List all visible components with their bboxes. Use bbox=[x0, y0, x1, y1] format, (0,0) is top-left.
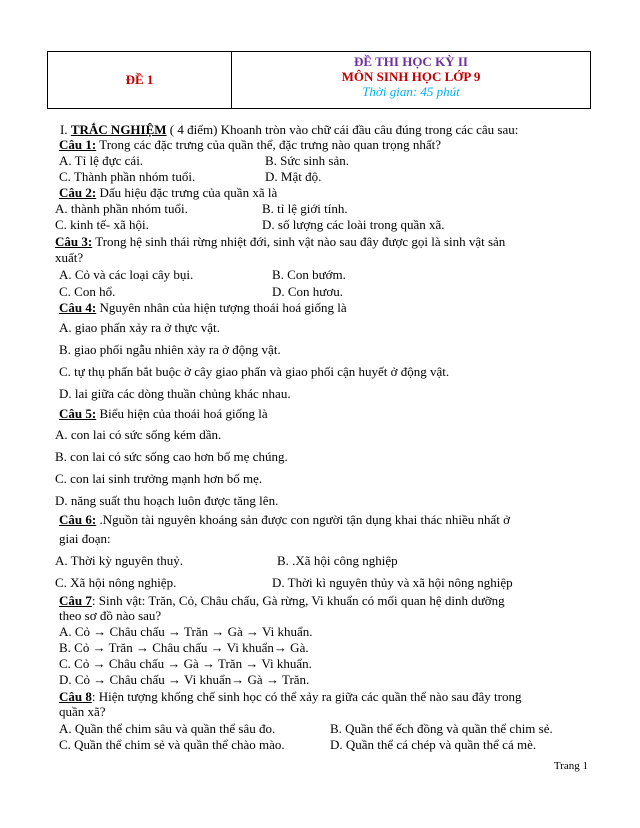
question-3: Câu 3: Trong hệ sinh thái rừng nhiệt đới, sinh vật nào sau đây được gọi là sinh vật sản bbox=[55, 234, 506, 249]
q4-option-c: C. tự thụ phấn bắt buộc ở cây giao phấn và giao phối cận huyết ở động vật. bbox=[59, 364, 450, 379]
q2-option-c: C. kinh tế- xã hội. bbox=[55, 217, 149, 232]
q7-option-d: D. Cỏ → Châu chấu → Vi khuẩn→ Gà → Trăn. bbox=[59, 672, 310, 687]
question-4: Câu 4: Nguyên nhân của hiện tượng thoái hoá giống là bbox=[59, 300, 347, 315]
question-8-cont: quần xã? bbox=[59, 704, 106, 719]
q6-option-c: C. Xã hội nông nghiệp. bbox=[55, 575, 177, 590]
q6-option-a: A. Thời kỳ nguyên thuỷ. bbox=[55, 553, 183, 568]
q3-option-c: C. Con hổ. bbox=[59, 284, 116, 299]
section-heading: I. TRẮC NGHIỆM ( 4 điểm) Khoanh tròn vào chữ cái đầu câu đúng trong các câu sau: bbox=[60, 122, 519, 137]
question-6: Câu 6: .Nguồn tài nguyên khoáng sản được con người tận dụng khai thác nhiều nhất ở bbox=[59, 512, 511, 527]
q4-option-a: A. giao phấn xảy ra ở thực vật. bbox=[59, 320, 220, 335]
page-number: Trang 1 bbox=[553, 760, 588, 772]
q5-option-d: D. năng suất thu hoạch luôn được tăng lên. bbox=[55, 493, 279, 508]
q4-option-b: B. giao phối ngẫu nhiên xảy ra ở động vật. bbox=[59, 342, 281, 357]
q8-option-c: C. Quần thể chim sẻ và quần thể chào mào. bbox=[59, 737, 285, 752]
q3-option-b: B. Con bướm. bbox=[272, 267, 346, 282]
q1-option-d: D. Mật độ. bbox=[265, 169, 322, 184]
q3-option-d: D. Con hươu. bbox=[272, 284, 343, 299]
question-7: Câu 7: Sinh vật: Trăn, Cỏ, Châu chấu, Gà rừng, Vi khuẩn có mối quan hệ dinh dưỡng bbox=[59, 593, 505, 608]
question-7-cont: theo sơ đồ nào sau? bbox=[59, 608, 162, 623]
q5-option-b: B. con lai có sức sống cao hơn bố mẹ chúng. bbox=[55, 449, 288, 464]
q4-option-d: D. lai giữa các dòng thuần chủng khác nhau. bbox=[59, 386, 291, 401]
q2-option-b: B. tỉ lệ giới tính. bbox=[262, 201, 348, 216]
q2-option-a: A. thành phần nhóm tuổi. bbox=[55, 201, 188, 216]
q7-option-a: A. Cỏ → Châu chấu → Trăn → Gà → Vi khuẩn. bbox=[59, 624, 313, 639]
exam-header-table bbox=[47, 51, 591, 109]
q8-option-b: B. Quần thể ếch đồng và quần thể chim sẻ. bbox=[330, 721, 553, 736]
section-title: TRẮC NGHIỆM bbox=[70, 122, 167, 137]
question-8: Câu 8: Hiện tượng khống chế sinh học có thể xảy ra giữa các quần thể nào sau đây trong bbox=[59, 689, 522, 704]
exam-title-block bbox=[232, 52, 590, 108]
q6-option-d: D. Thời kì nguyên thủy và xã hội nông nghiệp bbox=[272, 575, 513, 590]
q1-option-b: B. Sức sinh sản. bbox=[265, 153, 349, 168]
question-1: Câu 1: Trong các đặc trưng của quần thể, đặc trưng nào quan trọng nhất? bbox=[59, 137, 441, 152]
q2-option-d: D. số lượng các loài trong quần xã. bbox=[262, 217, 445, 232]
exam-subject: MÔN SINH HỌC LỚP 9 bbox=[341, 69, 481, 84]
q6-option-b: B. .Xã hội công nghiệp bbox=[277, 553, 398, 568]
q8-option-a: A. Quần thể chim sâu và quần thể sâu đo. bbox=[59, 721, 276, 736]
q1-option-c: C. Thành phần nhóm tuổi. bbox=[59, 169, 196, 184]
question-2: Câu 2: Dấu hiệu đặc trưng của quần xã là bbox=[59, 185, 278, 200]
q1-option-a: A. Tỉ lệ đực cái. bbox=[59, 153, 144, 168]
q8-option-d: D. Quần thể cá chép và quần thể cá mè. bbox=[330, 737, 537, 752]
q7-option-c: C. Cỏ → Châu chấu → Gà → Trăn → Vi khuẩn. bbox=[59, 656, 312, 671]
question-5: Câu 5: Biểu hiện của thoái hoá giống là bbox=[59, 406, 268, 421]
q5-option-a: A. con lai có sức sống kém dần. bbox=[55, 427, 222, 442]
exam-code: ĐỀ 1 bbox=[48, 52, 232, 108]
question-6-cont: giai đoạn: bbox=[59, 531, 111, 546]
exam-time: Thời gian: 45 phút bbox=[362, 84, 460, 99]
q5-option-c: C. con lai sinh trưởng mạnh hơn bố mẹ. bbox=[55, 471, 263, 486]
q3-option-a: A. Cỏ và các loại cây bụi. bbox=[59, 267, 194, 282]
question-3-cont: xuất? bbox=[55, 250, 84, 265]
exam-title: ĐỀ THI HỌC KỲ II bbox=[354, 54, 468, 69]
q7-option-b: B. Cỏ → Trăn → Châu chấu → Vi khuẩn→ Gà. bbox=[59, 640, 309, 655]
